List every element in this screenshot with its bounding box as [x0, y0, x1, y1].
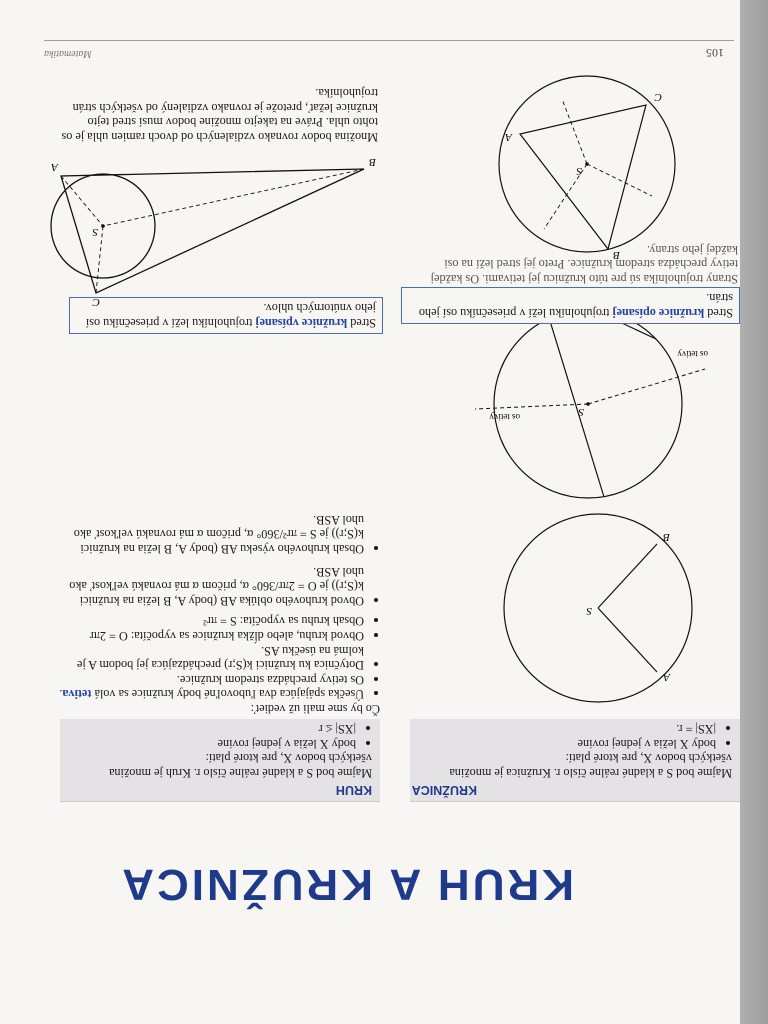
explain-sides-text: Strany trojuholníka sú pre túto kružnicu jej tetivami. Os každej tetivy prechádza stredom kružnice. Preto jej stred leží na osi každej jeho strany.: [430, 242, 738, 286]
center-point: [586, 402, 590, 406]
kruh-def-text: Majme bod S a kladné reálne číslo r. Kruh je množina všetkých bodov X, pre ktoré platí:: [109, 751, 372, 780]
callout-term: kružnice vpísanej: [255, 316, 348, 330]
facts-intro: Čo by sme mali už vedieť:: [250, 702, 380, 716]
fact-item: • Obvod kruhu, alebo dĺžka kružnice sa vypočíta: O = 2πr: [55, 628, 364, 643]
side-bisector: [562, 99, 587, 164]
kruznica-conditions: [416, 722, 732, 751]
callout-text-a: Stred: [347, 316, 376, 330]
label-b: B: [369, 156, 376, 168]
fact-item: • Dotyčnica ku kružnici k(S;r) prechádzajúca jej bodom A je kolmá na úsečku AS.: [55, 643, 364, 672]
fact-chord-word: tetiva: [62, 687, 92, 702]
running-head: Matematika: [44, 48, 92, 59]
chord: [550, 321, 604, 497]
explain-sides: [413, 242, 738, 286]
axis-label: os tetivy: [677, 349, 708, 359]
label-a: A: [51, 161, 58, 173]
callout-text-c: trojuholníku leží v priesečníku osí jeho vnútorných uhlov.: [85, 301, 376, 330]
center-point: [585, 162, 589, 166]
kruznica-condition: • body X ležia v jednej rovine: [416, 736, 716, 751]
kruh-heading: KRUH: [335, 783, 372, 797]
callout-text-c: trojuholníku leží v priesečníku osí jeho strán.: [418, 291, 733, 320]
label-a: A: [663, 671, 670, 683]
kruznica-condition: • |XS| = r.: [416, 722, 716, 737]
label-s: S: [92, 226, 98, 238]
kruznica-box: [410, 719, 740, 802]
label-c: C: [92, 296, 100, 308]
radius-sa: [598, 608, 657, 672]
kruh-condition: • body X ležia v jednej rovine: [68, 736, 356, 751]
triangle-abc: [61, 169, 364, 293]
callout-term: kružnice opísanej: [612, 306, 705, 320]
label-s: S: [586, 605, 592, 617]
callout-inscribed: [69, 297, 383, 334]
callout-text-a: Stred: [704, 306, 733, 320]
running-header: [44, 40, 734, 61]
label-s: S: [576, 165, 582, 177]
kruh-condition: • |XS| ≤ r: [68, 722, 356, 737]
label-s: S: [578, 406, 584, 418]
radius-sb: [598, 544, 657, 608]
callout-circumscribed: [401, 287, 740, 324]
triangle-abc: [520, 105, 646, 249]
kruznica-heading: KRUŽNICA: [411, 783, 477, 797]
figure-chord-axes: [470, 299, 710, 509]
facts-list: [55, 512, 380, 716]
angle-bisector: [61, 176, 103, 226]
angle-bisector: [103, 169, 364, 226]
side-bisector: [587, 164, 652, 196]
fact-item: • Os tetivy prechádza stredom kružnice.: [55, 672, 364, 687]
facts-items: [55, 512, 380, 701]
label-b: B: [613, 249, 620, 261]
kruh-box: [60, 719, 380, 802]
kruh-definition: [68, 722, 372, 780]
figure-inscribed: [46, 154, 376, 308]
center-point: [101, 224, 105, 228]
figure-circle-radius: [490, 504, 710, 714]
label-a: A: [505, 131, 512, 143]
label-c: C: [654, 91, 662, 103]
page-title: KRUH A KRUŽNICA: [119, 860, 574, 909]
kruh-conditions: [68, 722, 372, 751]
fact-item: • Obsah kruhového výseku AB (body A, B ležia na kružnici k(S;r)) je S = πr²/360° α, pričom α má rovnakú veľkosť ako uhol ASB.: [55, 512, 364, 556]
fact-chord-b: .: [59, 687, 63, 702]
fact-chord-a: Úsečka spájajúca dva ľubovoľné body kružnice sa volá: [91, 687, 364, 702]
fact-chord: [55, 687, 364, 702]
figure-circumscribed: [492, 74, 712, 264]
kruznica-def-text: Majme bod S a kladné reálne číslo r. Kružnica je množina všetkých bodov X, pre ktoré platí:: [449, 751, 732, 780]
axis-label: os tetivy: [489, 412, 520, 422]
fact-item: • Obsah kruhu sa vypočíta: S = πr²: [55, 614, 364, 629]
chord-axis: [588, 369, 705, 404]
page-number: 105: [706, 46, 724, 60]
label-b: B: [663, 531, 670, 543]
explain-angles-text: Množina bodov rovnako vzdialených od dvoch ramien uhla je os tohto uhla. Práve na takejto množine bodov musí stred tejto kružnice ležať, pretože je rovnako vzdialený od všetkých strán trojuholníka.: [61, 86, 378, 144]
chord-axis: [475, 404, 588, 409]
fact-item: • Obvod kruhového oblúka AB (body A, B ležia na kružnici k(S;r)) je O = 2πr/360° α, pričom α má rovnakú veľkosť ako uhol ASB.: [55, 564, 364, 608]
explain-angles: [53, 86, 378, 144]
kruznica-definition: [416, 722, 732, 780]
